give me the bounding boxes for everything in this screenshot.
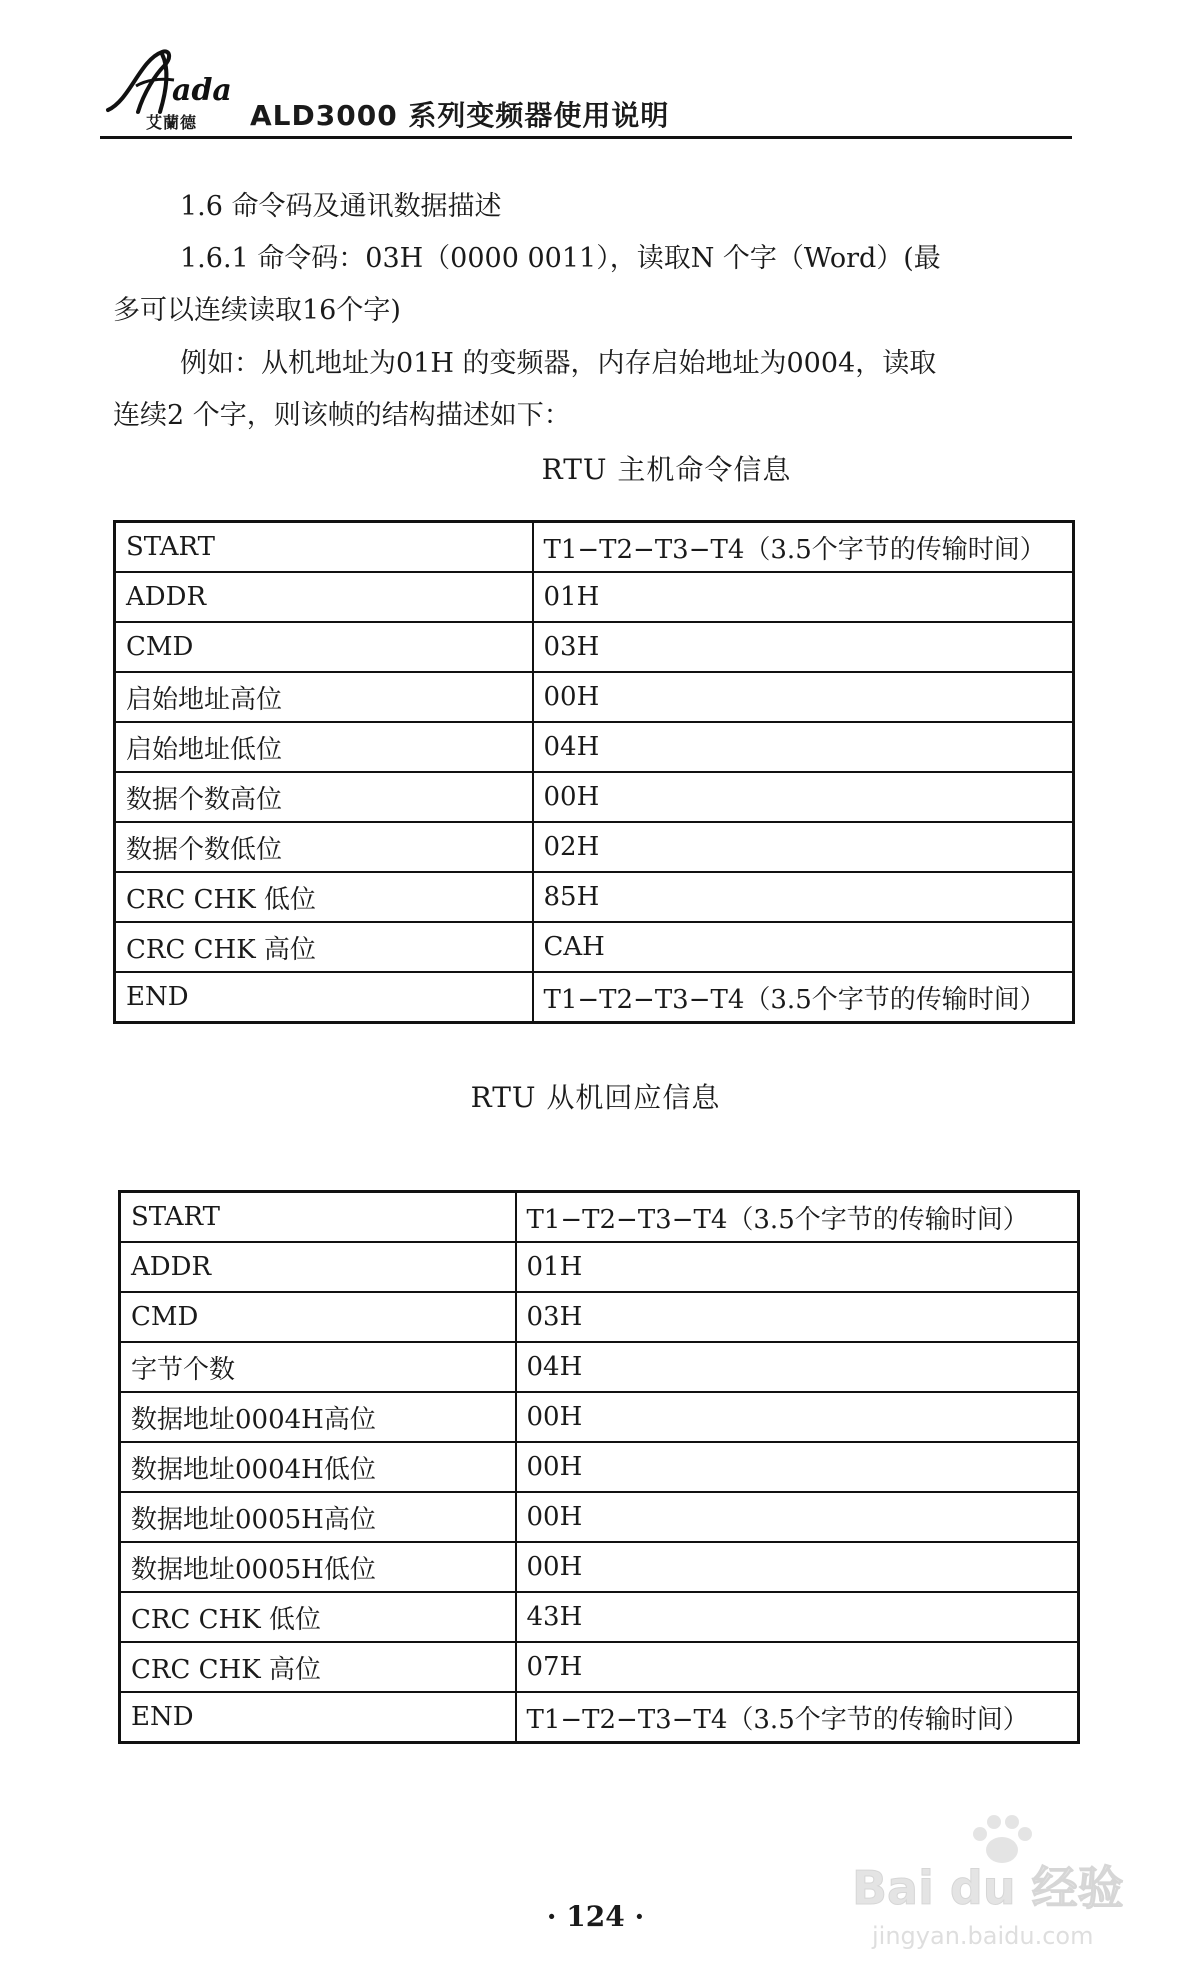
value-cell: 02H <box>533 822 1074 872</box>
table-row <box>120 1442 1079 1492</box>
field-cell: END <box>115 972 533 1023</box>
section-heading: 1.6 命令码及通讯数据描述 <box>180 191 502 222</box>
logo-cn-text: 艾蘭德 <box>146 113 198 132</box>
table-row <box>115 672 1074 722</box>
table-row <box>120 1192 1079 1243</box>
header-divider <box>100 136 1072 139</box>
field-cell: START <box>115 522 533 573</box>
value-cell: 85H <box>533 872 1074 922</box>
table-row <box>115 972 1074 1023</box>
table-row <box>115 622 1074 672</box>
field-cell: CMD <box>115 622 533 672</box>
baidu-watermark <box>852 1810 1182 1960</box>
value-cell: T1−T2−T3−T4（3.5个字节的传输时间） <box>533 522 1074 573</box>
field-cell: ADDR <box>120 1242 516 1292</box>
field-cell: ADDR <box>115 572 533 622</box>
table-row <box>120 1642 1079 1692</box>
value-cell: 00H <box>533 672 1074 722</box>
slave-table-caption: RTU 从机回应信息 <box>470 1081 721 1114</box>
value-cell: 03H <box>533 622 1074 672</box>
master-table-caption: RTU 主机命令信息 <box>541 453 792 486</box>
field-cell: 启始地址低位 <box>115 722 533 772</box>
table-row <box>115 772 1074 822</box>
command-description-line1: 1.6.1 命令码：03H（0000 0011），读取N 个字（Word）(最 <box>180 243 941 274</box>
field-cell: CRC CHK 低位 <box>115 872 533 922</box>
field-cell: END <box>120 1692 516 1743</box>
value-cell: CAH <box>533 922 1074 972</box>
command-description-line2: 多可以连续读取16个字) <box>113 295 401 326</box>
value-cell: T1−T2−T3−T4（3.5个字节的传输时间） <box>516 1692 1079 1743</box>
watermark-url: jingyan.baidu.com <box>872 1922 1094 1950</box>
table-row <box>120 1342 1079 1392</box>
value-cell: T1−T2−T3−T4（3.5个字节的传输时间） <box>533 972 1074 1023</box>
value-cell: 00H <box>516 1542 1079 1592</box>
field-cell: 数据个数低位 <box>115 822 533 872</box>
slave-response-table <box>118 1190 1080 1744</box>
table-row <box>120 1542 1079 1592</box>
value-cell: 00H <box>516 1442 1079 1492</box>
value-cell: 04H <box>516 1342 1079 1392</box>
table-row <box>120 1592 1079 1642</box>
value-cell: 03H <box>516 1292 1079 1342</box>
value-cell: 01H <box>533 572 1074 622</box>
company-logo <box>100 40 235 140</box>
table-row <box>120 1242 1079 1292</box>
field-cell: CMD <box>120 1292 516 1342</box>
table-row <box>115 922 1074 972</box>
field-cell: 数据地址0004H高位 <box>120 1392 516 1442</box>
document-title: ALD3000 系列变频器使用说明 <box>250 99 670 132</box>
table-row <box>120 1492 1079 1542</box>
field-cell: 数据个数高位 <box>115 772 533 822</box>
table-row <box>120 1392 1079 1442</box>
field-cell: 启始地址高位 <box>115 672 533 722</box>
field-cell: 数据地址0004H低位 <box>120 1442 516 1492</box>
table-row <box>115 522 1074 573</box>
value-cell: 00H <box>516 1392 1079 1442</box>
value-cell: 04H <box>533 722 1074 772</box>
value-cell: 43H <box>516 1592 1079 1642</box>
value-cell: 01H <box>516 1242 1079 1292</box>
page-number: · 124 · <box>546 1900 645 1933</box>
table-row <box>115 872 1074 922</box>
field-cell: 数据地址0005H低位 <box>120 1542 516 1592</box>
field-cell: CRC CHK 高位 <box>115 922 533 972</box>
table-row <box>115 722 1074 772</box>
field-cell: CRC CHK 高位 <box>120 1642 516 1692</box>
field-cell: 数据地址0005H高位 <box>120 1492 516 1542</box>
value-cell: T1−T2−T3−T4（3.5个字节的传输时间） <box>516 1192 1079 1243</box>
master-command-table <box>113 520 1075 1024</box>
field-cell: START <box>120 1192 516 1243</box>
field-cell: CRC CHK 低位 <box>120 1592 516 1642</box>
example-line2: 连续2 个字，则该帧的结构描述如下： <box>113 400 571 431</box>
svg-text:ada: ada <box>172 73 232 108</box>
table-row <box>115 572 1074 622</box>
example-line1: 例如：从机地址为01H 的变频器，内存启始地址为0004，读取 <box>180 348 937 379</box>
value-cell: 07H <box>516 1642 1079 1692</box>
field-cell: 字节个数 <box>120 1342 516 1392</box>
table-row <box>115 822 1074 872</box>
table-row <box>120 1692 1079 1743</box>
value-cell: 00H <box>516 1492 1079 1542</box>
table-row <box>120 1292 1079 1342</box>
watermark-brand: Bai du 经验 <box>852 1861 1124 1915</box>
page-header <box>100 40 1070 140</box>
value-cell: 00H <box>533 772 1074 822</box>
